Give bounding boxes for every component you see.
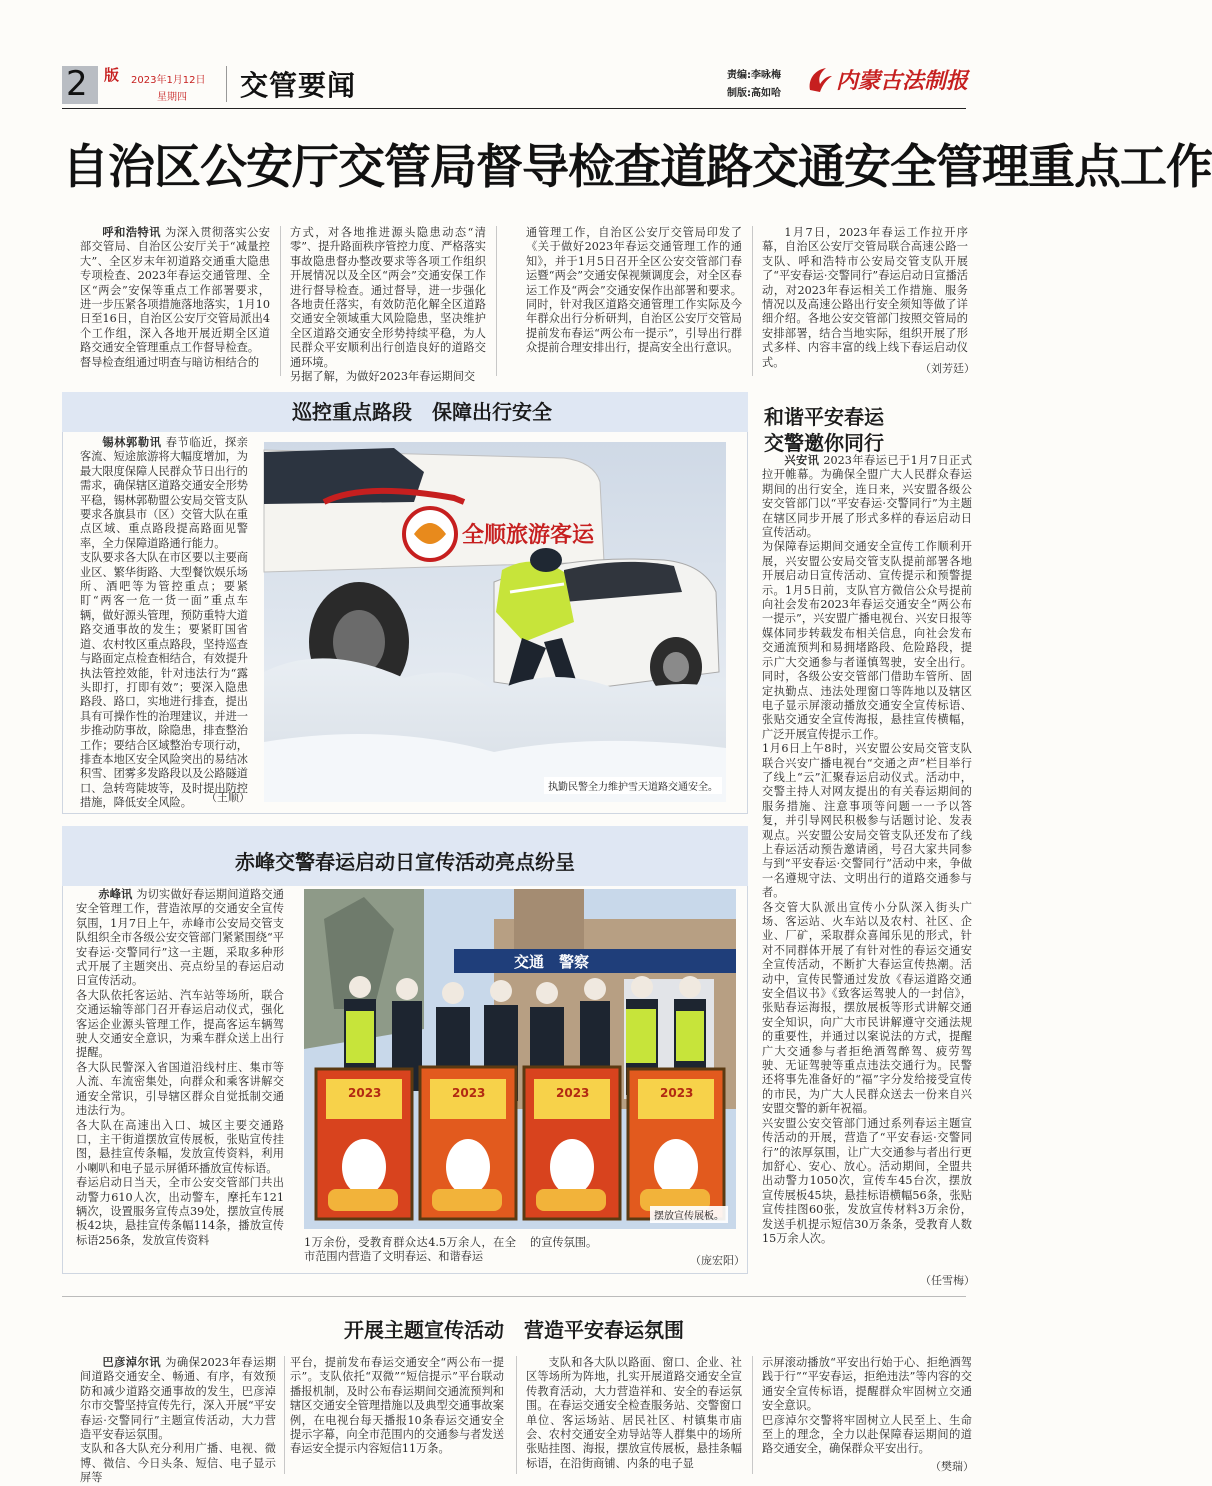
article4-body-text: 2023年春运已于1月7日正式拉开帷幕。为确保全盟广大人民群众春运期间的出行安全，连日来，兴安盟各级公安交管部门以“平安春运·交警同行”为主题在辖区同步开展了形式多样的春运启动日宣传活动。 为保障春运期间交通安全宣传工作顺利开展，兴安盟公安局交管支队提前部署各地开展启动日宣传活动、宣传提示和预警提示。1月5日前，支队官方微信公众号提前向社会发布2023年春运交通安全“两公布一提示”，兴安盟广播电视台、兴安日报等媒体同步转载发布相关信息，向社会发布交通流预判和易拥堵路段、危险路段，提示广大交通参与者谨慎驾驶，安全出行。同时，各级公安交管部门借助车管所、固定执勤点、违法处理窗口等阵地以及辖区电子显示屏滚动播放交通安全宣传标语、张贴交通安全宣传海报，悬挂宣传横幅，广泛开展宣传提示工作。 1月6日上午8时，兴安盟公安局交管支队联合兴安广播电视台“交通之声”栏目举行了线上“云”汇聚春运启动仪式。活动中，交警主持人对网友提出的有关春运期间的服务措施、注意事项等问题一一予以答复，并引导网民积极参与话题讨论、发表观点。兴安盟公安局交管支队还发布了线上春运活动预告邀请函，号召大家共同参与到“平安春运·交警同行”活动中来，争做一名遵规守法、文明出行的道路交通参与者。 各交管大队派出宣传小分队深入街头广场、客运站、火车站以及农村、社区、企业、厂矿，采取群众喜闻乐见的形式，针对不同群体开展了有针对性的春运交通安全宣传活动，不断扩大春运宣传热潮。活动中，宣传民警通过发放《春运道路交通安全倡议书》《致客运驾驶人的一封信》，张贴春运海报，摆放展板等形式讲解交通安全知识，向广大市民讲解遵守交通法规的重要性，并通过以案说法的方式，提醒广大交通参与者拒绝酒驾醉驾、疲劳驾驶、无证驾驶等重点违法交通行为。民警还将事先准备好的“福”字分发给接受宣传的市民，为广大人民群众送去一份来自兴安盟交警的新年祝福。 兴安盟公安交管部门通过系列春运主题宣传活动的开展，营造了“平安春运·交警同行”的浓厚氛围，让广大交通参与者出行更加舒心、安心、放心。活动期间，全盟共出动警力1050次，宣传车45台次，摆放宣传展板45块，悬挂标语横幅56条，张贴宣传挂图60张，发放宣传材料3万余份，发送手机提示短信30万条条，受教育人数15万余人次。 xyxy=(762,454,972,1245)
article5-author: （樊瑞） xyxy=(930,1460,974,1473)
article4-title-line1: 和谐平安春运 xyxy=(764,405,884,429)
edition-label: 版 xyxy=(104,66,120,84)
article1-col1-text: 为深入贯彻落实公安部交管局、自治区公安厅关于“减量控大”、全区岁末年初道路交通重大隐患专项检查、2023年春运交通管理、全区“两会”安保等重点工作部署要求，进一步压紧各项措施落地落实，1月10日至16日，自治区公安厅交管局派出4个工作组，深入各地开展近期全区道路交通安全管理重点工作督导检查。 督导检查组通过明查与暗访相结合的 xyxy=(80,226,270,369)
col-divider xyxy=(752,226,753,376)
article5-title: 开展主题宣传活动 营造平安春运氛围 xyxy=(344,1318,684,1342)
masthead-name: 内蒙古法制报 xyxy=(836,68,969,94)
article3-body-text: 为切实做好春运期间道路交通安全管理工作，营造浓厚的交通安全宣传氛围，1月7日上午，赤峰市公安局交管支队组织全市各级公安交管部门紧紧围绕“平安春运·交警同行”这一主题，采取多种形式开展了主题突出、亮点纷呈的春运启动日宣传活动。 各大队依托客运站、汽车站等场所，联合交通运输等部门召开春运启动仪式，强化客运企业源头管理工作，提高客运车辆驾驶人交通安全意识，为乘车群众送上出行提醒。 各大队民警深入省国道沿线村庄、集市等人流、车流密集处，向群众和乘客讲解交通安全常识，引导辖区群众自觉抵制交通违法行为。 各大队在高速出入口、城区主要交通路口，主干街道摆放宣传展板，张贴宣传挂图，悬挂宣传条幅，发放宣传资料，利用小喇叭和电子显示屏循环播放宣传标语。 春运启动日当天，全市公安交管部门共出动警力610人次，出动警车，摩托车121辆次，设置服务宣传点39处，摆放宣传展板42块，悬挂宣传条幅114条，播放宣传标语256条，发放宣传资料 xyxy=(76,888,284,1247)
article3-tail-right: 的宣传氛围。 xyxy=(530,1236,598,1249)
article1-byline: 呼和浩特讯 xyxy=(102,226,161,239)
page-number: 2 xyxy=(66,64,88,104)
article1-col4: 1月7日，2023年春运工作拉开序幕，自治区公安厅交管局联合高速公路一支队、呼和浩特市公安局交管支队开展了“平安春运·交警同行”春运启动日宣播活动，对2023年春运相关工作措施、服务情况以及高速公路出行安全须知等做了详细介绍。各地公安交管部门按照交管局的安排部署，结合当地实际，组织开展了形式多样、内容丰富的线上线下春运启动仪式。 xyxy=(762,226,968,369)
col-divider xyxy=(516,1356,517,1474)
police-group-photo xyxy=(304,889,736,1229)
article4-author: （任雪梅） xyxy=(920,1274,975,1287)
article5-col4: 示屏滚动播放“平安出行始于心、拒绝酒驾践于行”“平安春运，拒绝违法”等内容的交通安全宣传标语，提醒群众牢固树立交通安全意识。 巴彦淖尔交警将牢固树立人民至上、生命至上的理念，全力以赴保障春运期间的道路交通安全，确保群众平安出行。 xyxy=(762,1356,972,1456)
section-rule xyxy=(62,1296,966,1297)
article1-col3: 通管理工作，自治区公安厅交管局印发了《关于做好2023年春运交通管理工作的通知》，并于1月5日召开全区公安交管部门春运暨“两会”交通安保视频调度会，对全区春运工作及“两会”交通安保作出部署和要求。同时，针对我区道路交通管理工作实际及今年群众出行分析研判，自治区公安厅交管局提前发布春运“两公布一提示”，引导出行群众提前合理安排出行，提高安全出行意识。 xyxy=(526,226,742,355)
article4-title xyxy=(764,404,964,456)
article2-title: 巡控重点路段 保障出行安全 xyxy=(292,400,552,424)
section-name: 交管要闻 xyxy=(240,69,357,102)
col-divider xyxy=(752,1356,753,1474)
poster-year-text: 2023 xyxy=(348,1086,382,1100)
article4-title-line2: 交警邀你同行 xyxy=(764,431,884,455)
poster-year-text: 2023 xyxy=(556,1086,590,1100)
col-divider xyxy=(280,226,281,376)
article3-body xyxy=(76,888,284,1270)
bus-company-text: 全顺旅游客运 xyxy=(462,523,595,548)
snow-photo-caption: 执勤民警全力维护雪天道路交通安全。 xyxy=(544,777,722,794)
article4-body xyxy=(762,454,972,1268)
building-sign-text: 交通 警察 xyxy=(514,953,590,971)
section-divider xyxy=(226,66,227,102)
issue-date: 2023年1月12日 xyxy=(131,75,206,86)
col-divider xyxy=(284,1356,285,1474)
col-divider xyxy=(496,226,497,376)
snow-photo xyxy=(264,442,726,802)
article5-col2: 平台，提前发布春运交通安全“两公布一提示”。支队依托“双微”“短信提示”平台联动播报机制，及时公布春运期间交通流预判和辖区交通安全管理措施以及典型交通事故案例，在电视台每天播报10条春运交通安全提示字幕，向全市范围内的交通参与者发送春运安全提示内容短信11万条。 xyxy=(290,1356,504,1456)
article5-col1 xyxy=(80,1356,276,1485)
issue-weekday: 星期四 xyxy=(157,92,187,103)
article2-titlebar xyxy=(62,392,748,432)
article1-col2: 方式，对各地推进源头隐患动态“清零”、提升路面秩序管控力度、严格落实事故隐患督办整改要求等各项工作组织开展情况以及全区“两会”交通安保工作进行督导检查。通过督导，进一步强化各地责任落实，有效防范化解全区道路交通安全领域重大风险隐患，坚决维护全区道路交通安全形势持续平稳，为人民群众平安顺利出行创造良好的道路交通环境。 另据了解，为做好2023年春运期间交 xyxy=(290,226,486,384)
poster-year-text: 2023 xyxy=(660,1086,694,1100)
article5-byline: 巴彦淖尔讯 xyxy=(102,1356,162,1369)
police-photo-caption: 摆放宣传展板。 xyxy=(650,1206,728,1223)
snow-scene-illustration xyxy=(264,442,726,802)
header-rule xyxy=(62,108,966,109)
article3-titlebar xyxy=(62,826,748,886)
article3-title: 赤峰交警春运启动日宣传活动亮点纷呈 xyxy=(235,850,575,874)
article2-body-text: 春节临近，探亲客流、短途旅游将大幅度增加，为最大限度保障人民群众节日出行的需求，确保辖区道路交通安全形势平稳，锡林郭勒盟公安局交管支队要求各旗县市（区）交管大队在重点区域、重点路段提高路面见警率，全力保障道路通行能力。 支队要求各大队在市区要以主要商业区、繁华街路、大型餐饮娱乐场所、酒吧等为管控重点；要紧盯“两客一危一货一面”重点车辆，做好源头管理，预防重特大道路交通事故的发生；要紧盯国省道、农村牧区重点路段，坚持巡查与路面定点检查相结合，有效提升执法管控效能，针对违法行为“露头即打，打即有效”；要深入隐患路段、路口，实地进行排查，提出具有可操作性的治理建议，并进一步推动防事故，除隐患，排查整治工作；要结合区域整治专项行动，排查本地区安全风险突出的易结冰积雪、团雾多发路段以及公路隧道口、急转弯陡坡等，及时提出防控措施，降低安全风险。 xyxy=(80,436,248,810)
article5-col3: 支队和各大队以路面、窗口、企业、社区等场所为阵地，扎实开展道路交通安全宣传教育活动，大力营造祥和、安全的春运氛围。在春运交通安全检查服务站、交警窗口单位、客运场站、居民社区、村镇集市庙会、农村交通安全劝导站等人群集中的场所张贴挂图、海报，摆放宣传展板，悬挂条幅标语，在沿街商铺、内条的电子显 xyxy=(526,1356,742,1470)
article1-col1 xyxy=(80,226,270,376)
article2-byline: 锡林郭勒讯 xyxy=(102,436,162,449)
article5-col1-text: 为确保2023年春运期间道路交通安全、畅通、有序，有效预防和减少道路交通事故的发生，巴彦淖尔市交警坚持宣传先行，深入开展“平安春运·交警同行”主题宣传活动，大力营造平安春运氛围。 支队和各大队充分利用广播、电视、微博、微信、今日头条、短信、电子显示屏等 xyxy=(80,1356,276,1485)
article1-author: （刘芳廷） xyxy=(920,362,975,375)
masthead-emblem-icon xyxy=(806,64,834,94)
police-group-illustration xyxy=(304,889,736,1229)
main-headline: 自治区公安厅交管局督导检查道路交通安全管理重点工作 xyxy=(62,140,1212,195)
article3-tail-left: 1万余份，受教育群众达4.5万余人，在全市范围内营造了文明春运、和谐春运 xyxy=(304,1236,516,1264)
masthead-logo xyxy=(806,62,969,96)
article3-byline: 赤峰讯 xyxy=(98,888,133,901)
poster-year-text: 2023 xyxy=(452,1086,486,1100)
article4-byline: 兴安讯 xyxy=(784,454,820,467)
editor-credit: 责编:李咏梅 xyxy=(727,70,781,81)
producer-credit: 制版:高如哈 xyxy=(727,88,781,99)
article2-author: （王顺） xyxy=(206,791,250,804)
article3-author: （庞宏阳） xyxy=(690,1254,745,1267)
